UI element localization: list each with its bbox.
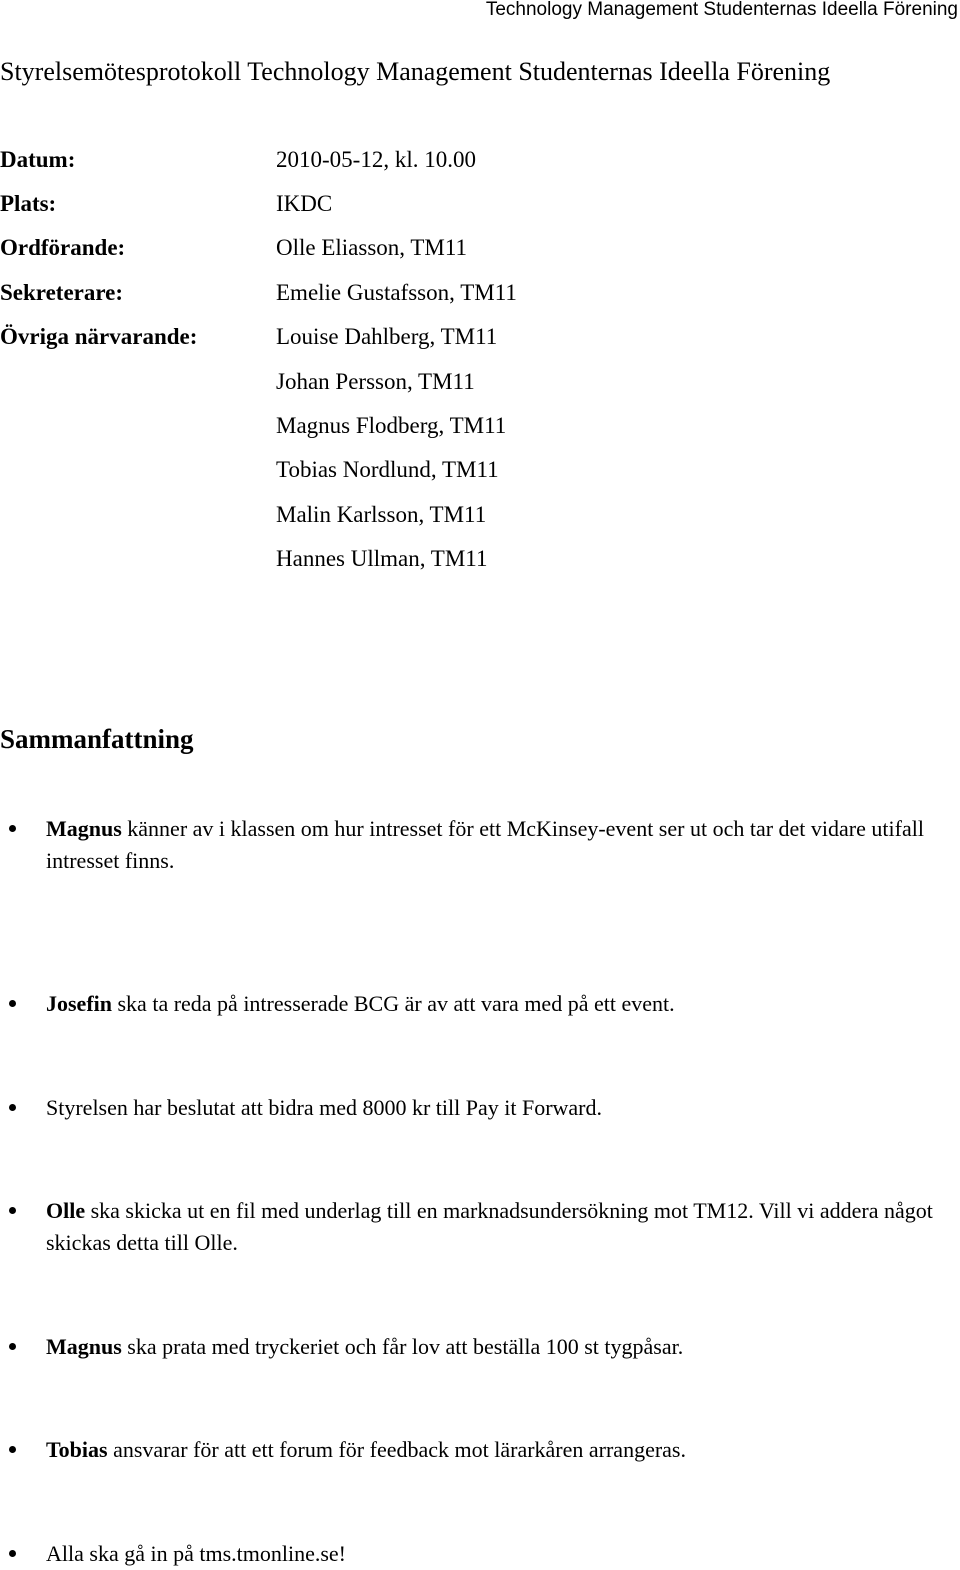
- place-label: Plats:: [0, 191, 57, 216]
- bullet-icon: [9, 1000, 16, 1007]
- others-label: Övriga närvarande:: [0, 324, 198, 349]
- summary-item-person: Magnus: [46, 816, 122, 841]
- bullet-icon: [9, 1550, 16, 1557]
- summary-item: [0, 1538, 940, 1570]
- summary-item-text: [46, 1092, 940, 1124]
- summary-item-body: Alla ska gå in på tms.tmonline.se!: [46, 1541, 346, 1566]
- summary-item-person: Magnus: [46, 1334, 122, 1359]
- summary-item: [0, 1434, 940, 1466]
- bullet-icon: [9, 825, 16, 832]
- chair-value: Olle Eliasson, TM11: [276, 235, 468, 260]
- summary-item-body: känner av i klassen om hur intresset för ett McKinsey-event ser ut och tar det vidare utifall intresset finns.: [46, 816, 924, 873]
- summary-item-text: [46, 813, 940, 877]
- summary-item: [0, 1092, 940, 1124]
- summary-item: [0, 1195, 940, 1259]
- attendee: Malin Karlsson, TM11: [276, 502, 487, 527]
- secretary-label: Sekreterare:: [0, 280, 124, 305]
- date-value: 2010-05-12, kl. 10.00: [276, 147, 476, 172]
- summary-item-person: Josefin: [46, 991, 112, 1016]
- running-header: Technology Management Studenternas Ideella Förening: [485, 0, 958, 20]
- summary-item-person: Tobias: [46, 1437, 108, 1462]
- attendee: Magnus Flodberg, TM11: [276, 413, 507, 438]
- summary-heading: Sammanfattning: [0, 724, 194, 754]
- summary-item-body: ansvarar för att ett forum för feedback mot lärarkåren arrangeras.: [107, 1437, 686, 1462]
- summary-item-text: [46, 1434, 940, 1466]
- summary-item-text: [46, 988, 940, 1020]
- summary-item-text: [46, 1195, 940, 1259]
- attendee: Tobias Nordlund, TM11: [276, 457, 499, 482]
- bullet-icon: [9, 1343, 16, 1350]
- document-title: Styrelsemötesprotokoll Technology Management Studenternas Ideella Förening: [0, 57, 831, 86]
- date-label: Datum:: [0, 147, 76, 172]
- summary-item-body: Styrelsen har beslutat att bidra med 8000 kr till Pay it Forward.: [46, 1095, 603, 1120]
- bullet-icon: [9, 1104, 16, 1111]
- summary-item-text: [46, 1538, 940, 1570]
- bullet-icon: [9, 1446, 16, 1453]
- chair-label: Ordförande:: [0, 235, 126, 260]
- summary-item-body: ska prata med tryckeriet och får lov att beställa 100 st tygpåsar.: [121, 1334, 684, 1359]
- summary-item: [0, 988, 940, 1020]
- place-value: IKDC: [276, 191, 333, 216]
- summary-item-body: ska skicka ut en fil med underlag till en marknadsundersökning mot TM12. Vill vi addera något skickas detta till Olle.: [46, 1198, 933, 1255]
- secretary-value: Emelie Gustafsson, TM11: [276, 280, 517, 305]
- summary-item-body: ska ta reda på intresserade BCG är av att vara med på ett event.: [112, 991, 675, 1016]
- summary-item-text: [46, 1331, 940, 1363]
- bullet-icon: [9, 1207, 16, 1214]
- attendee: Louise Dahlberg, TM11: [276, 324, 498, 349]
- attendee: Johan Persson, TM11: [276, 369, 475, 394]
- summary-item: [0, 1331, 940, 1363]
- summary-item: [0, 813, 940, 877]
- summary-item-person: Olle: [46, 1198, 86, 1223]
- attendee: Hannes Ullman, TM11: [276, 546, 488, 571]
